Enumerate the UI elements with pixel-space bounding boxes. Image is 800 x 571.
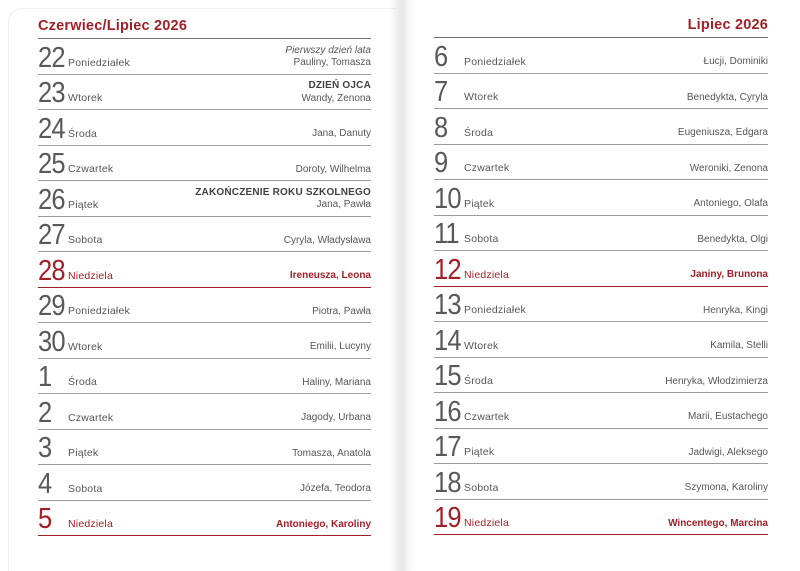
day-row <box>434 358 768 394</box>
name-day-label: Cyryla, Władysława <box>283 234 371 246</box>
day-row <box>434 145 768 181</box>
weekday-label: Poniedziałek <box>68 56 130 69</box>
row-right-block <box>668 518 768 531</box>
weekday-label: Poniedziałek <box>68 305 130 317</box>
weekday-label: Piątek <box>68 447 99 459</box>
day-row <box>38 181 371 217</box>
name-day-label: Wincentego, Marcina <box>668 517 768 529</box>
day-number: 26 <box>38 183 65 216</box>
row-right-block <box>688 411 768 424</box>
weekday-label: Środa <box>68 376 98 388</box>
weekday-label: Wtorek <box>68 92 103 104</box>
day-row <box>38 288 371 324</box>
day-row <box>434 393 768 429</box>
page-title-left: Czerwiec/Lipiec 2026 <box>38 18 188 34</box>
name-day-label: Antoniego, Karoliny <box>276 518 371 530</box>
day-row <box>434 251 768 287</box>
name-day-label: Szymona, Karoliny <box>684 482 768 493</box>
name-day-label: Kamila, Stelli <box>710 340 768 351</box>
name-day-label: Marii, Eustachego <box>687 411 768 422</box>
name-day-label: Henryka, Kingi <box>702 304 768 316</box>
row-right-block <box>276 519 371 532</box>
weekday-label: Piątek <box>68 198 99 211</box>
day-row <box>38 394 371 430</box>
day-number: 17 <box>434 431 461 464</box>
day-row <box>38 146 371 182</box>
row-right-block <box>710 340 768 353</box>
day-number: 27 <box>38 219 65 252</box>
day-row <box>434 287 768 323</box>
day-number: 12 <box>434 253 461 286</box>
day-row <box>38 217 371 253</box>
day-row <box>434 322 768 358</box>
day-number: 4 <box>38 467 52 500</box>
day-number: 16 <box>434 395 461 428</box>
day-rows-left <box>38 39 371 536</box>
name-day-label: Benedykta, Olgi <box>697 233 768 245</box>
day-row <box>434 38 768 74</box>
day-number: 5 <box>38 503 52 536</box>
day-number: 13 <box>434 289 461 322</box>
name-day-label: Jagody, Urbana <box>301 412 371 423</box>
row-right-block <box>665 376 768 389</box>
special-day-label: Pierwszy dzień lata <box>285 44 371 56</box>
day-row <box>38 323 371 359</box>
weekday-label: Sobota <box>464 233 499 245</box>
weekday-label: Środa <box>68 127 98 140</box>
weekday-label: Wtorek <box>464 339 499 352</box>
weekday-label: Sobota <box>464 481 499 494</box>
name-day-label: Jana, Danuty <box>312 128 371 139</box>
page-left-header <box>38 9 371 39</box>
name-day-label: Józefa, Teodora <box>300 483 371 494</box>
day-row <box>434 500 768 536</box>
row-right-block <box>284 235 371 248</box>
day-number: 2 <box>38 396 52 429</box>
row-right-block <box>697 234 768 247</box>
row-right-block <box>678 127 768 140</box>
row-right-block <box>290 270 371 283</box>
row-right-block <box>704 56 768 69</box>
weekday-label: Środa <box>464 126 494 139</box>
row-right-block <box>302 377 371 390</box>
weekday-label: Niedziela <box>68 518 113 530</box>
day-row <box>38 430 371 466</box>
row-right-block <box>292 448 371 461</box>
row-right-block <box>300 483 371 496</box>
name-day-label: Doroty, Wilhelma <box>295 163 371 175</box>
row-right-block <box>689 447 769 460</box>
name-day-label: Antoniego, Olafa <box>693 198 768 209</box>
day-number: 30 <box>38 325 65 358</box>
day-row <box>434 180 768 216</box>
day-number: 6 <box>434 40 448 73</box>
weekday-label: Poniedziałek <box>464 304 526 316</box>
name-day-label: Wandy, Zenona <box>301 92 371 104</box>
weekday-label: Czwartek <box>68 163 114 175</box>
name-day-label: Łucji, Dominiki <box>703 56 768 67</box>
row-right-block <box>312 128 371 141</box>
day-row <box>38 359 371 395</box>
row-right-block <box>302 80 371 105</box>
weekday-label: Środa <box>464 375 494 387</box>
day-row <box>38 75 371 111</box>
day-number: 11 <box>434 218 459 251</box>
day-row <box>434 216 768 252</box>
name-day-label: Jana, Pawła <box>316 199 371 210</box>
name-day-label: Eugeniusza, Edgara <box>677 127 768 138</box>
name-day-label: Piotra, Pawła <box>312 305 371 317</box>
weekday-label: Niedziela <box>68 269 113 282</box>
day-row <box>38 252 371 288</box>
row-right-block <box>310 341 371 354</box>
name-day-label: Weroniki, Zenona <box>689 162 768 174</box>
weekday-label: Niedziela <box>464 517 509 529</box>
day-number: 10 <box>434 182 461 215</box>
row-right-block <box>694 198 769 211</box>
name-day-label: Emilii, Lucyny <box>309 341 371 352</box>
day-number: 19 <box>434 502 461 535</box>
weekday-label: Wtorek <box>68 340 103 353</box>
page-right-header <box>434 8 768 38</box>
day-row <box>434 74 768 110</box>
day-number: 29 <box>38 290 65 323</box>
day-number: 9 <box>434 147 448 180</box>
weekday-label: Piątek <box>464 446 495 458</box>
weekday-label: Czwartek <box>68 411 114 424</box>
day-row <box>434 109 768 145</box>
day-number: 22 <box>38 41 65 74</box>
page-title-right: Lipiec 2026 <box>687 17 768 33</box>
day-number: 23 <box>38 77 65 110</box>
day-number: 3 <box>38 432 52 465</box>
day-number: 28 <box>38 254 65 287</box>
weekday-label: Wtorek <box>464 91 499 103</box>
name-day-label: Henryka, Włodzimierza <box>665 375 768 387</box>
day-row <box>38 39 371 75</box>
day-row <box>434 429 768 465</box>
name-day-label: Haliny, Mariana <box>302 376 371 388</box>
day-number: 14 <box>434 324 461 357</box>
row-right-block <box>690 163 768 176</box>
name-day-label: Benedykta, Cyryla <box>686 91 768 103</box>
row-right-block <box>285 45 371 70</box>
day-number: 1 <box>38 361 52 394</box>
name-day-label: Jadwigi, Aleksego <box>688 446 768 458</box>
day-number: 18 <box>434 466 461 499</box>
row-right-block <box>301 412 371 425</box>
day-rows-right <box>434 38 768 535</box>
row-right-block <box>312 306 371 319</box>
weekday-label: Czwartek <box>464 410 510 423</box>
day-row <box>38 110 371 146</box>
weekday-label: Niedziela <box>464 268 509 281</box>
special-day-label: ZAKOŃCZENIE ROKU SZKOLNEGO <box>195 186 371 198</box>
name-day-label: Ireneusza, Leona <box>289 270 371 281</box>
day-row <box>38 465 371 501</box>
day-row <box>38 501 371 537</box>
row-right-block <box>690 269 768 282</box>
row-right-block <box>296 164 371 177</box>
page-left <box>8 8 396 571</box>
day-number: 15 <box>434 360 461 393</box>
name-day-label: Janiny, Brunona <box>690 269 768 280</box>
weekday-label: Piątek <box>464 197 495 210</box>
day-row <box>434 464 768 500</box>
day-number: 24 <box>38 112 65 145</box>
name-day-label: Tomasza, Anatola <box>292 447 371 459</box>
weekday-label: Sobota <box>68 482 103 495</box>
day-number: 25 <box>38 148 65 181</box>
row-right-block <box>195 187 371 212</box>
row-right-block <box>685 482 768 495</box>
name-day-label: Pauliny, Tomasza <box>293 57 371 68</box>
day-number: 8 <box>434 111 448 144</box>
page-right <box>404 8 792 571</box>
weekday-label: Sobota <box>68 234 103 246</box>
special-day-label: DZIEŃ OJCA <box>308 80 371 91</box>
weekday-label: Poniedziałek <box>464 55 526 68</box>
row-right-block <box>687 92 768 105</box>
row-right-block <box>703 305 768 318</box>
weekday-label: Czwartek <box>464 162 510 174</box>
day-number: 7 <box>434 76 448 109</box>
